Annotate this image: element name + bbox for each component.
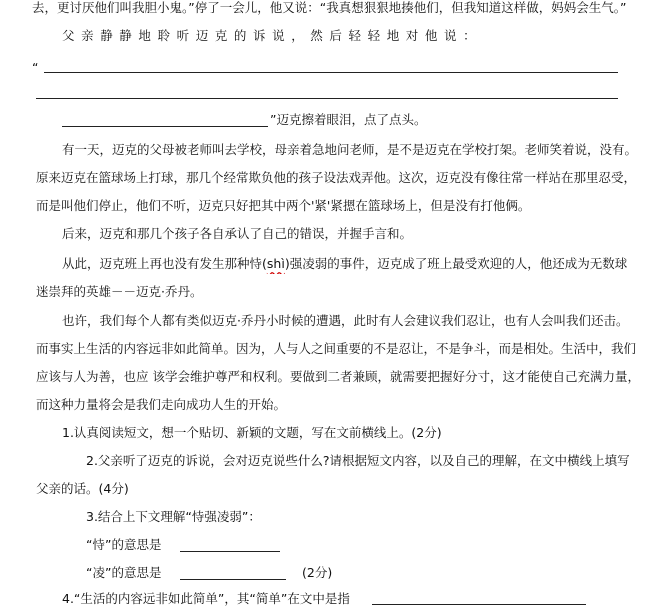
quote-open-mark: “ [32, 60, 39, 75]
answer-blank-line[interactable] [372, 604, 586, 605]
question-1: 1.认真阅读短文，想一个贴切、新颖的文题，写在文前横线上。(2分) [62, 425, 442, 440]
paragraph-line: 而是叫他们停止，他们不听，迈克只好把其中两个'紧'紧摁在篮球场上，但是没有打他俩。 [36, 198, 531, 213]
question-3a-label: “恃”的意思是 [86, 537, 162, 552]
paragraph-text: )强凌弱的事件，迈克成了班上最受欢迎的人，他还成为无数球 [284, 256, 628, 271]
question-2: 2.父亲听了迈克的诉说，会对迈克说些什么?请根据短文内容，以及自己的理解，在文中横线上填写 [86, 453, 630, 468]
question-3b-label: “凌”的意思是 [86, 565, 162, 580]
answer-blank-line[interactable] [180, 551, 280, 552]
answer-blank-line[interactable] [180, 579, 286, 580]
paragraph-line: 而这种力量将会是我们走向成功人生的开始。 [36, 397, 287, 412]
paragraph-line: 应该与人为善，也应 该学会维护尊严和权利。要做到二者兼顾，就需要把握好分寸，这才能使自己充满力量， [36, 369, 640, 384]
paragraph-line: 也许，我们每个人都有类似迈克·乔丹小时候的遭遇，此时有人会建议我们忍让，也有人会叫我们还击。 [62, 313, 629, 328]
paragraph-text: 从此，迈克班上再也没有发生那种恃( [62, 256, 267, 271]
question-3: 3.结合上下文理解“恃强凌弱”： [86, 509, 261, 524]
paragraph-line: 原来迈克在篮球场上打球，那几个经常欺负他的孩子设法戏弄他。这次，迈克没有像往常一样站在那里忍受， [36, 170, 637, 185]
paragraph-line: 后来，迈克和那几个孩子各自承认了自己的错误，并握手言和。 [62, 226, 413, 241]
paragraph-line [62, 256, 627, 274]
paragraph-line: 有一天，迈克的父母被老师叫去学校，母亲着急地问老师，是不是迈克在学校打架。老师笑着说，没有。 [62, 142, 638, 157]
question-3b-score: (2分) [302, 565, 333, 580]
question-2-continued: 父亲的话。(4分) [36, 481, 129, 496]
paragraph-line: 而事实上生活的内容远非如此简单。因为，人与人之间重要的不是忍让，不是争斗，而是相处。生活中，我们 [36, 341, 637, 356]
paragraph-line: 迷崇拜的英雄－－迈克·乔丹。 [36, 284, 203, 299]
answer-blank-line[interactable] [44, 72, 618, 73]
paragraph-line: 父亲静静地聆听迈克的诉说，然后轻轻地对他说： [62, 28, 483, 43]
answer-blank-line[interactable] [62, 126, 268, 127]
paragraph-line: 去，更讨厌他们叫我胆小鬼。”停了一会儿，他又说：“我真想狠狠地揍他们，但我知道这样做，妈妈会生气。” [32, 0, 627, 15]
answer-blank-line[interactable] [36, 98, 618, 99]
pinyin-annotation: shì [266, 256, 285, 271]
question-4: 4.“生活的内容远非如此简单”，其“简单”在文中是指 [62, 591, 350, 606]
paragraph-line: ”迈克擦着眼泪，点了点头。 [270, 112, 427, 127]
